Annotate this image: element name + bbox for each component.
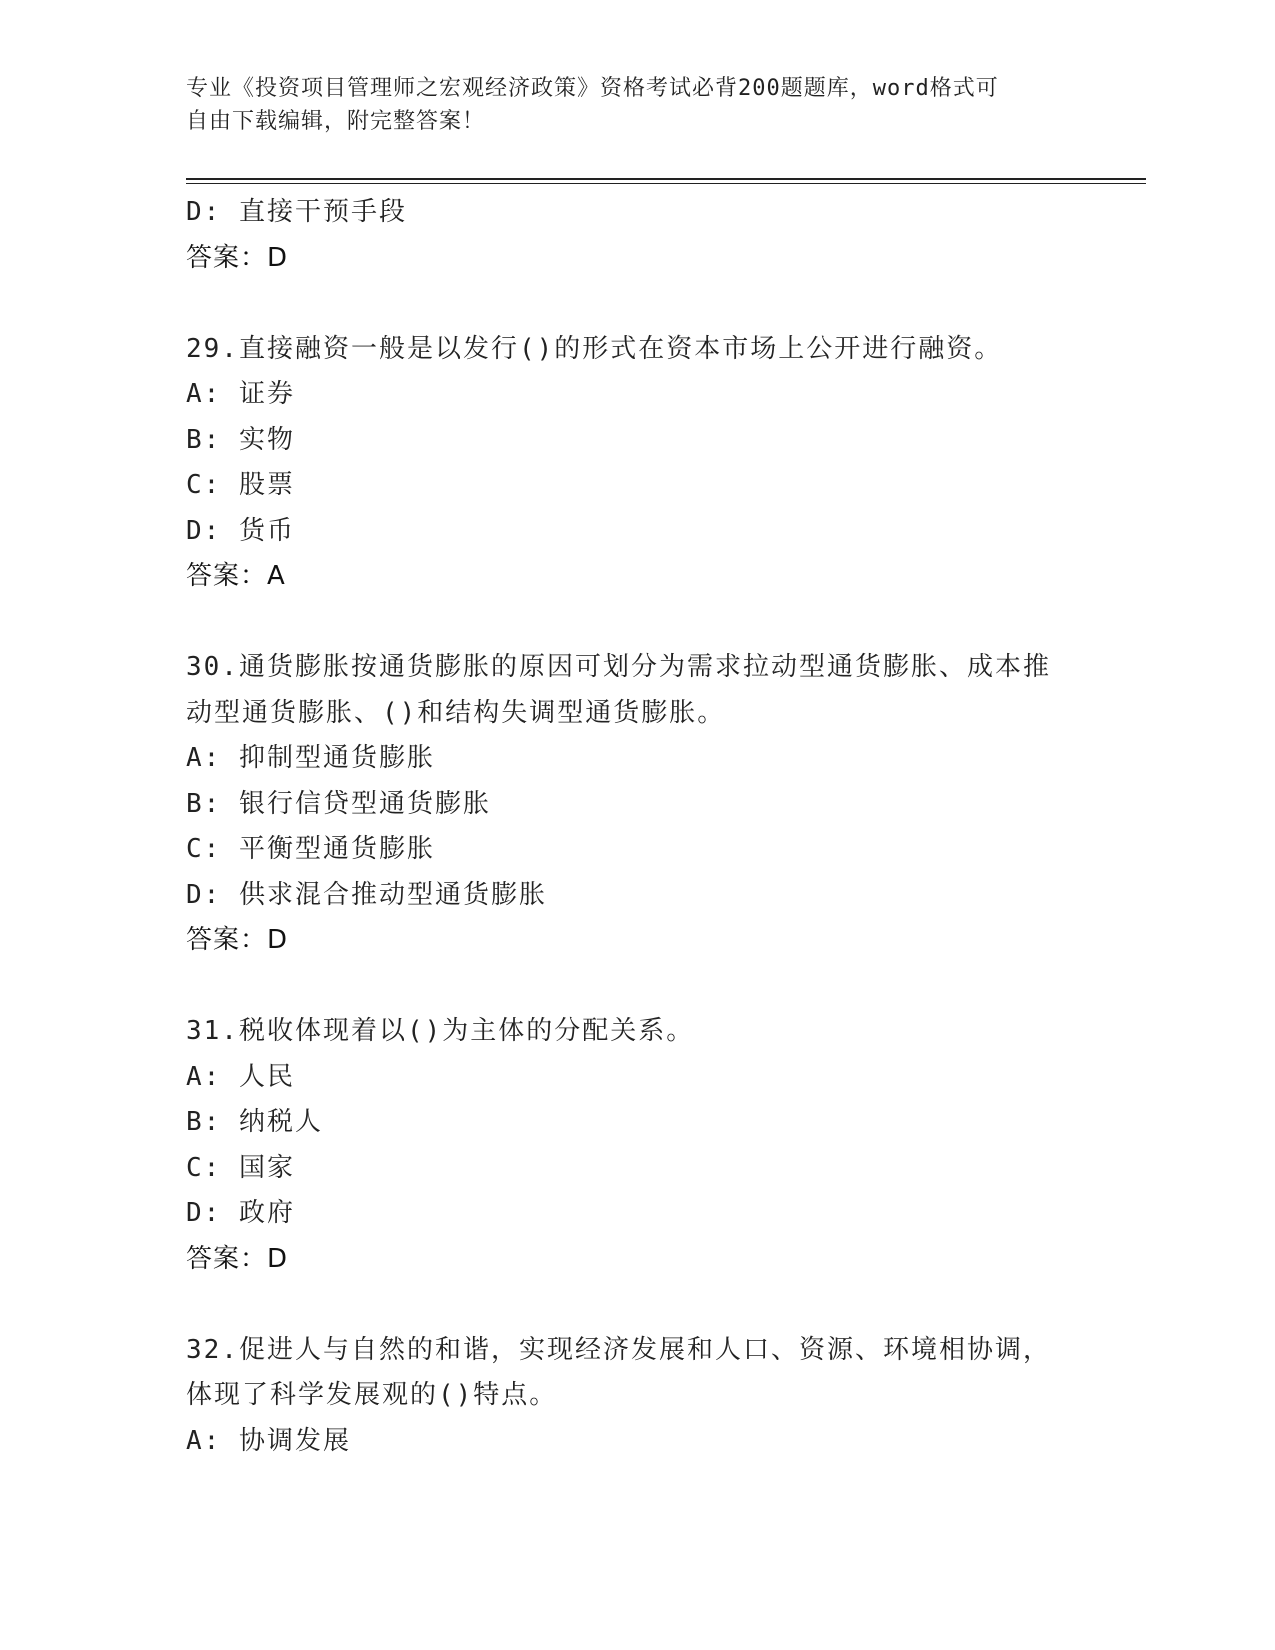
spacer bbox=[186, 281, 1086, 327]
header-title-line-1: 专业《投资项目管理师之宏观经济政策》资格考试必背200题题库，word格式可 bbox=[186, 76, 999, 101]
option-c: C: 股票 bbox=[186, 470, 295, 500]
question-30 bbox=[186, 645, 1086, 964]
option-b: B: 银行信贷型通货膨胀 bbox=[186, 788, 491, 819]
question-31 bbox=[186, 1009, 1086, 1282]
header-divider-thin bbox=[186, 183, 1146, 184]
option-a: A: 协调发展 bbox=[186, 1425, 351, 1456]
option-a: A: 证券 bbox=[186, 379, 295, 409]
answer-line: 答案：D bbox=[186, 925, 289, 955]
option-d: D: 直接干预手段 bbox=[186, 197, 407, 227]
option-d: D: 政府 bbox=[186, 1198, 295, 1228]
question-stem: 31.税收体现着以()为主体的分配关系。 bbox=[186, 1016, 695, 1046]
question-32 bbox=[186, 1328, 1086, 1465]
question-list bbox=[186, 190, 1086, 1464]
answer-line: 答案：A bbox=[186, 561, 286, 591]
option-d: D: 货币 bbox=[186, 515, 295, 546]
option-b: B: 实物 bbox=[186, 424, 295, 455]
spacer bbox=[186, 964, 1086, 1010]
option-b: B: 纳税人 bbox=[186, 1107, 323, 1137]
answer-line: 答案：D bbox=[186, 1243, 289, 1274]
option-d: D: 供求混合推动型通货膨胀 bbox=[186, 879, 547, 910]
spacer bbox=[186, 1282, 1086, 1328]
header-divider-thick bbox=[186, 178, 1146, 180]
header-title-line-2: 自由下载编辑，附完整答案！ bbox=[186, 109, 486, 134]
spacer bbox=[186, 600, 1086, 646]
option-a: A: 人民 bbox=[186, 1061, 295, 1092]
document-header bbox=[186, 72, 1086, 138]
option-c: C: 国家 bbox=[186, 1152, 295, 1183]
option-a: A: 抑制型通货膨胀 bbox=[186, 743, 435, 773]
answer-line: 答案：D bbox=[186, 242, 289, 273]
question-stem: 30.通货膨胀按通货膨胀的原因可划分为需求拉动型通货膨胀、成本推 bbox=[186, 652, 1051, 682]
option-c: C: 平衡型通货膨胀 bbox=[186, 834, 435, 864]
question-29 bbox=[186, 327, 1086, 600]
question-stem: 32.促进人与自然的和谐，实现经济发展和人口、资源、环境相协调， bbox=[186, 1334, 1051, 1365]
question-stem-continued: 体现了科学发展观的()特点。 bbox=[186, 1380, 558, 1410]
question-stem-continued: 动型通货膨胀、()和结构失调型通货膨胀。 bbox=[186, 697, 726, 728]
question-stem: 29.直接融资一般是以发行()的形式在资本市场上公开进行融资。 bbox=[186, 333, 1003, 364]
